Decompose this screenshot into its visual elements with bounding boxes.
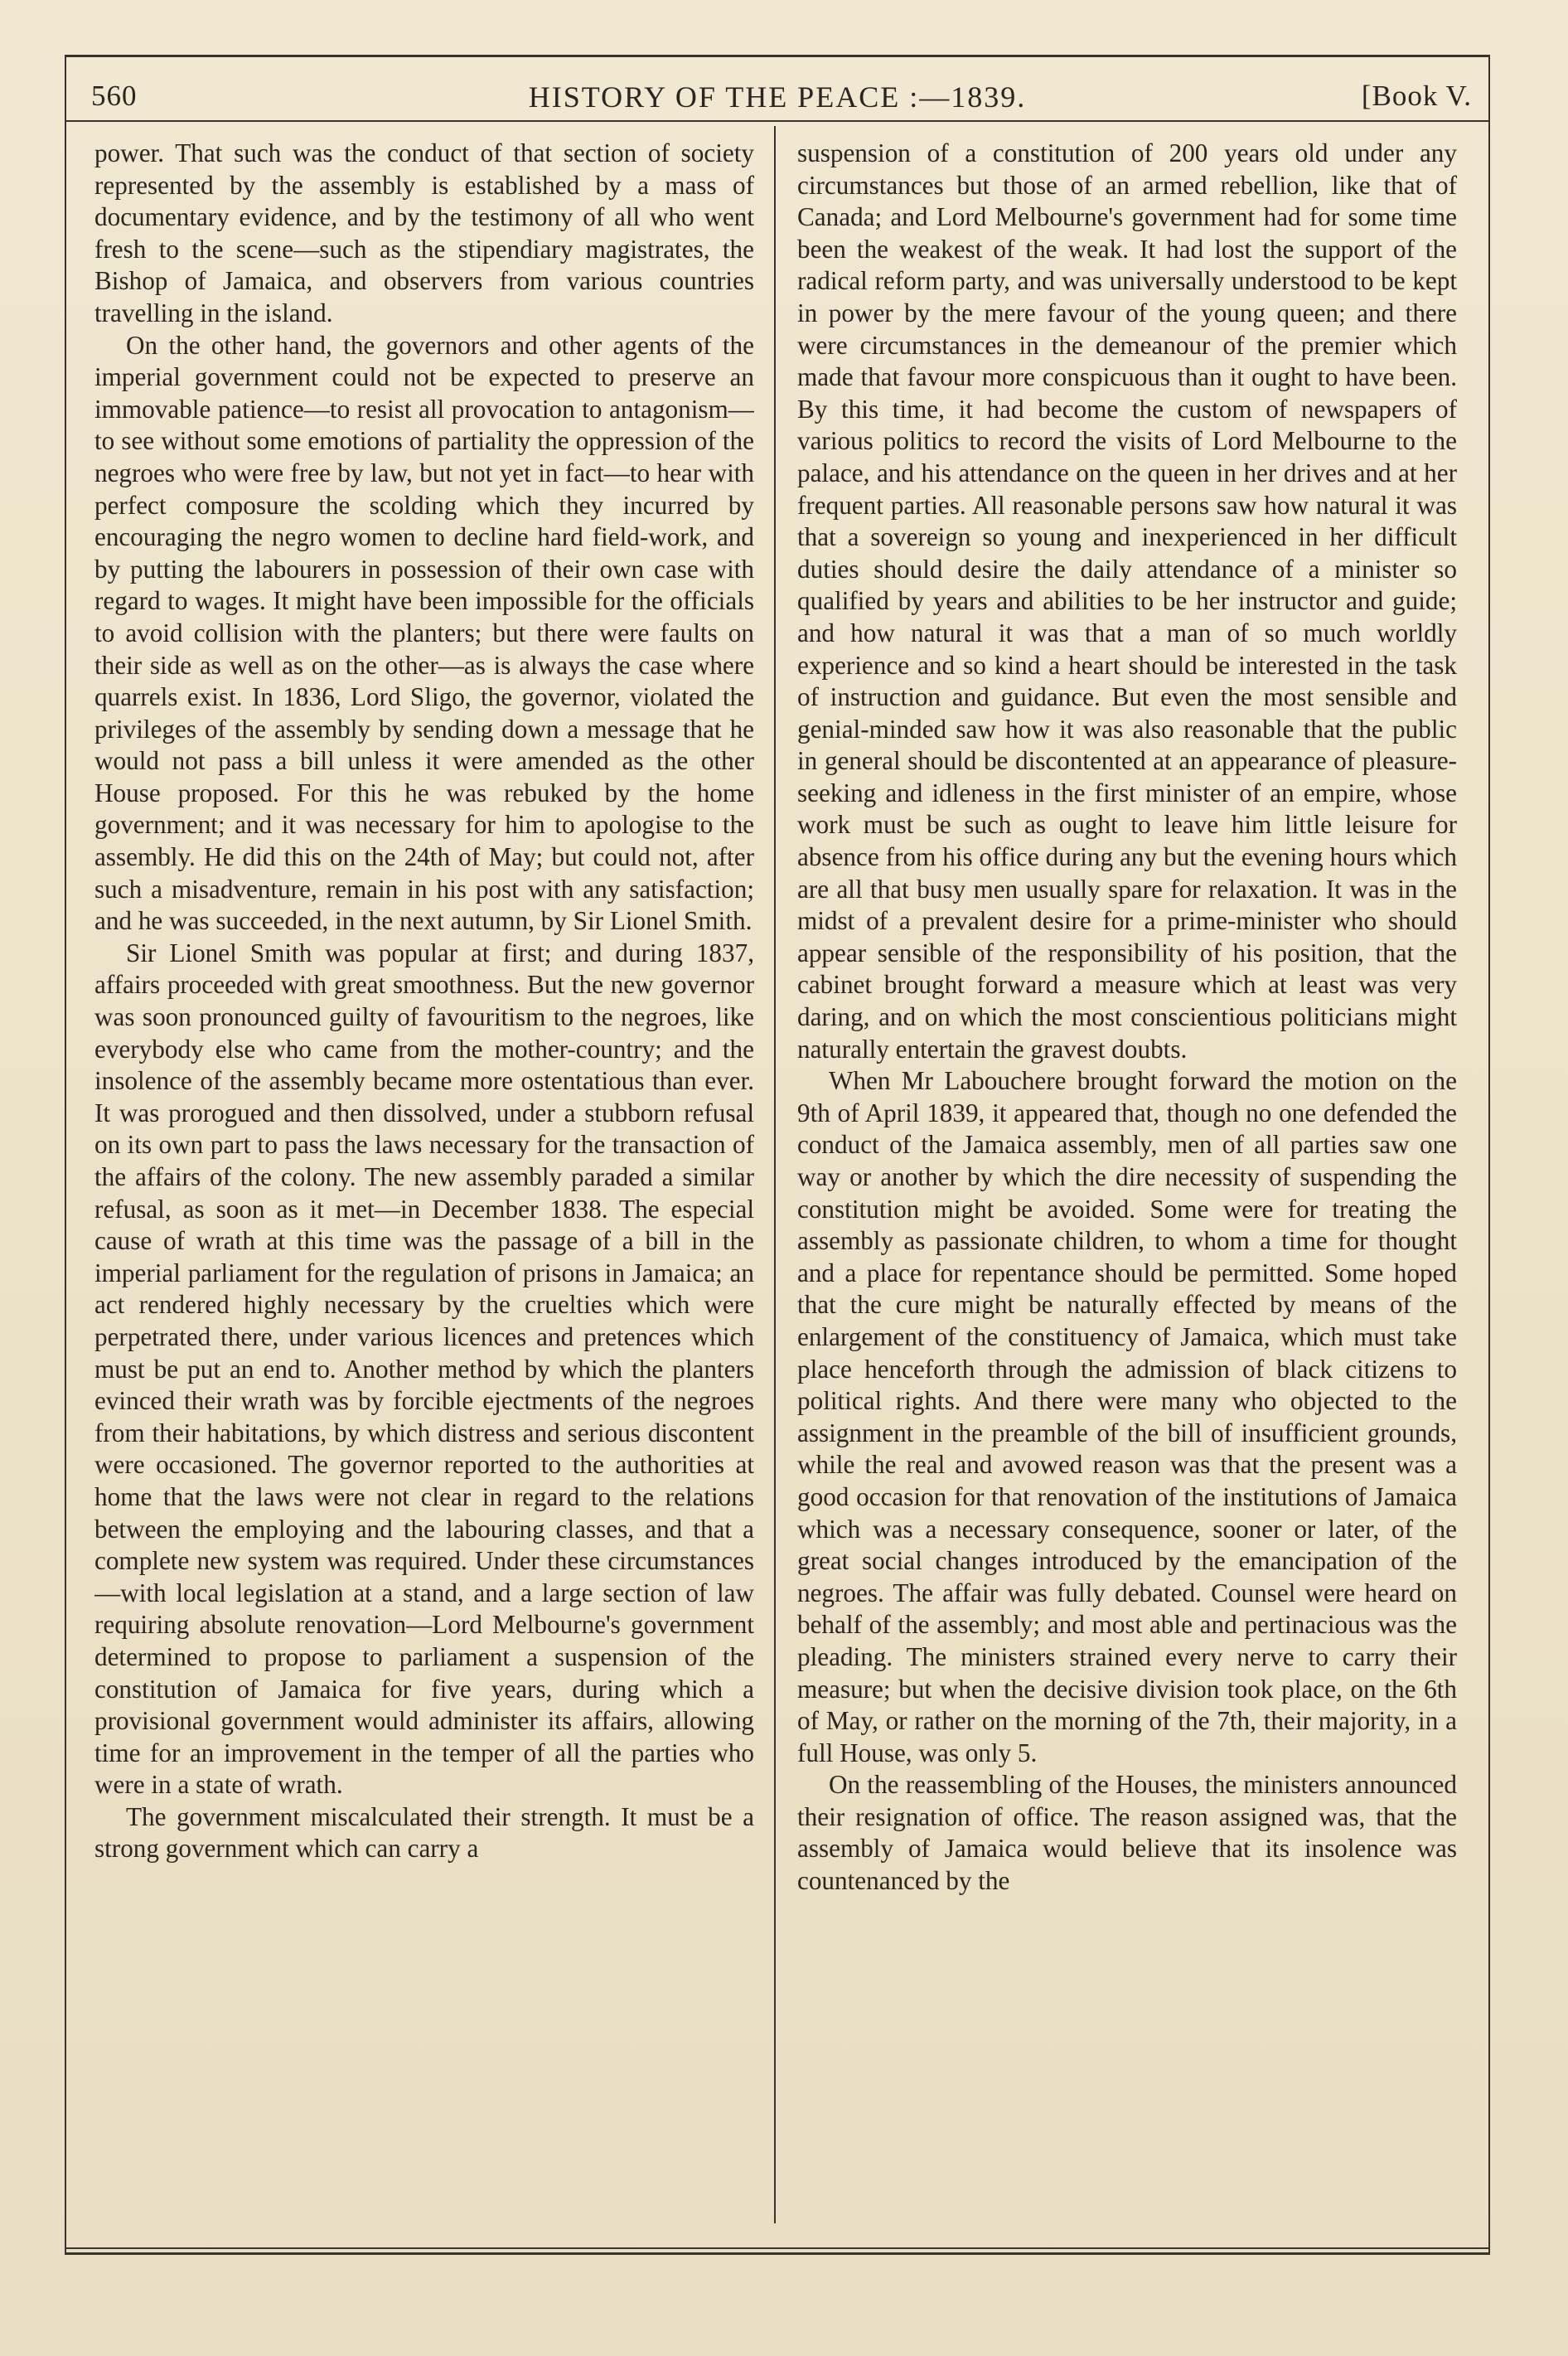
paragraph: On the reassembling of the Houses, the ministers announced their resignation of office. The reason assigned was, that the assembly of Jamaica would believe that its insolence was countenanced by the <box>797 1770 1457 1896</box>
paragraph: Sir Lionel Smith was popular at first; and during 1837, affairs proceeded with great smoothness. But the new governor was soon pronounced guilty of favouritism to the negroes, like everybody else who came from the mother-country; and the insolence of the assembly became more ostentatious than ever. It was prorogued and then dissolved, under a stubborn refusal on its own part to pass the laws necessary for the transaction of the affairs of the colony. The new assembly paraded a similar refusal, as soon as it met—in December 1838. The especial cause of wrath at this time was the passage of a bill in the imperial parliament for the regulation of prisons in Jamaica; an act rendered highly necessary by the cruelties which were perpetrated there, under various licences and pretences which must be put an end to. Another method by which the planters evinced their wrath was by forcible ejectments of the negroes from their habitations, by which distress and serious discontent were occasioned. The governor reported to the authorities at home that the laws were not clear in regard to the relations between the employing and the labouring classes, and that a complete new system was required. Under these circumstances—with local legislation at a stand, and a large section of law requiring absolute renovation—Lord Melbourne's government determined to propose to parliament a suspension of the constitution of Jamaica for five years, during which a provisional government would administer its affairs, allowing time for an improvement in the temper of all the parties who were in a state of wrath. <box>94 938 754 1800</box>
paragraph: power. That such was the conduct of that section of society represented by the assembly is established by a mass of documentary evidence, and by the testimony of all who went fresh to the scene—such as the stipendiary magistrates, the Bishop of Jamaica, and observers from various countries travelling in the island. <box>94 138 754 327</box>
header-rule <box>65 120 1490 122</box>
footer-rule <box>65 2247 1490 2249</box>
page-header <box>65 80 1490 121</box>
running-title: HISTORY OF THE PEACE :—1839. <box>528 80 1027 114</box>
left-column <box>94 138 754 2235</box>
column-divider <box>774 126 776 2223</box>
right-column <box>797 138 1457 2235</box>
page-number: 560 <box>91 80 138 112</box>
paragraph: On the other hand, the governors and other agents of the imperial government could not be expected to preserve an immovable patience—to resist all provocation to antagonism—to see without some emotions of partiality the oppression of the negroes who were free by law, but not yet in fact—to hear with perfect composure the scolding which they incurred by encouraging the negro women to decline hard field-work, and by putting the labourers in possession of their own case with regard to wages. It might have been impossible for the officials to avoid collision with the planters; but there were faults on their side as well as on the other—as is always the case where quarrels exist. In 1836, Lord Sligo, the governor, violated the privileges of the assembly by sending down a message that he would not pass a bill unless it were amended as the other House proposed. For this he was rebuked by the home government; and it was necessary for him to apologise to the assembly. He did this on the 24th of May; but could not, after such a misadventure, remain in his post with any satisfaction; and he was succeeded, in the next autumn, by Sir Lionel Smith. <box>94 330 754 936</box>
paragraph: The government miscalculated their strength. It must be a strong government which can carry a <box>94 1801 754 1864</box>
book-reference: [Book V. <box>1361 80 1472 112</box>
paragraph: suspension of a constitution of 200 years old under any circumstances but those of an armed rebellion, like that of Canada; and Lord Melbourne's government had for some time been the weakest of the weak. It had lost the support of the radical reform party, and was universally understood to be kept in power by the mere favour of the young queen; and there were circumstances in the demeanour of the premier which made that favour more conspicuous than it ought to have been. By this time, it had become the custom of newspapers of various politics to record the visits of Lord Melbourne to the palace, and his attendance on the queen in her drives and at her frequent parties. All reasonable persons saw how natural it was that a sovereign so young and inexperienced in her difficult duties should desire the daily attendance of a minister so qualified by years and abilities to be her instructor and guide; and how natural it was that a man of so much worldly experience and so kind a heart should be interested in the task of instruction and guidance. But even the most sensible and genial-minded saw how it was also reasonable that the public in general should be discontented at an appearance of pleasure-seeking and idleness in the first minister of an empire, whose work must be such as ought to leave him little leisure for absence from his office during any but the evening hours which are all that busy men usually spare for relaxation. It was in the midst of a prevalent desire for a prime-minister who should appear sensible of the responsibility of his position, that the cabinet brought forward a measure which at least was very daring, and on which the most conscientious politicians might naturally entertain the gravest doubts. <box>797 138 1457 1064</box>
paragraph: When Mr Labouchere brought forward the motion on the 9th of April 1839, it appeared that, though no one defended the conduct of the Jamaica assembly, men of all parties saw one way or another by which the dire necessity of suspending the constitution might be avoided. Some were for treating the assembly as passionate children, to whom a time for thought and a place for repentance should be permitted. Some hoped that the cure might be naturally effected by means of the enlargement of the constituency of Jamaica, which must take place henceforth through the admission of black citizens to political rights. And there were many who objected to the assignment in the preamble of the bill of insufficient grounds, while the real and avowed reason was that the present was a good occasion for that renovation of the institutions of Jamaica which was a necessary consequence, sooner or later, of the great social changes introduced by the emancipation of the negroes. The affair was fully debated. Counsel were heard on behalf of the assembly; and most able and pertinacious was the pleading. The ministers strained every nerve to carry their measure; but when the decisive division took place, on the 6th of May, or rather on the morning of the 7th, their majority, in a full House, was only 5. <box>797 1066 1457 1767</box>
